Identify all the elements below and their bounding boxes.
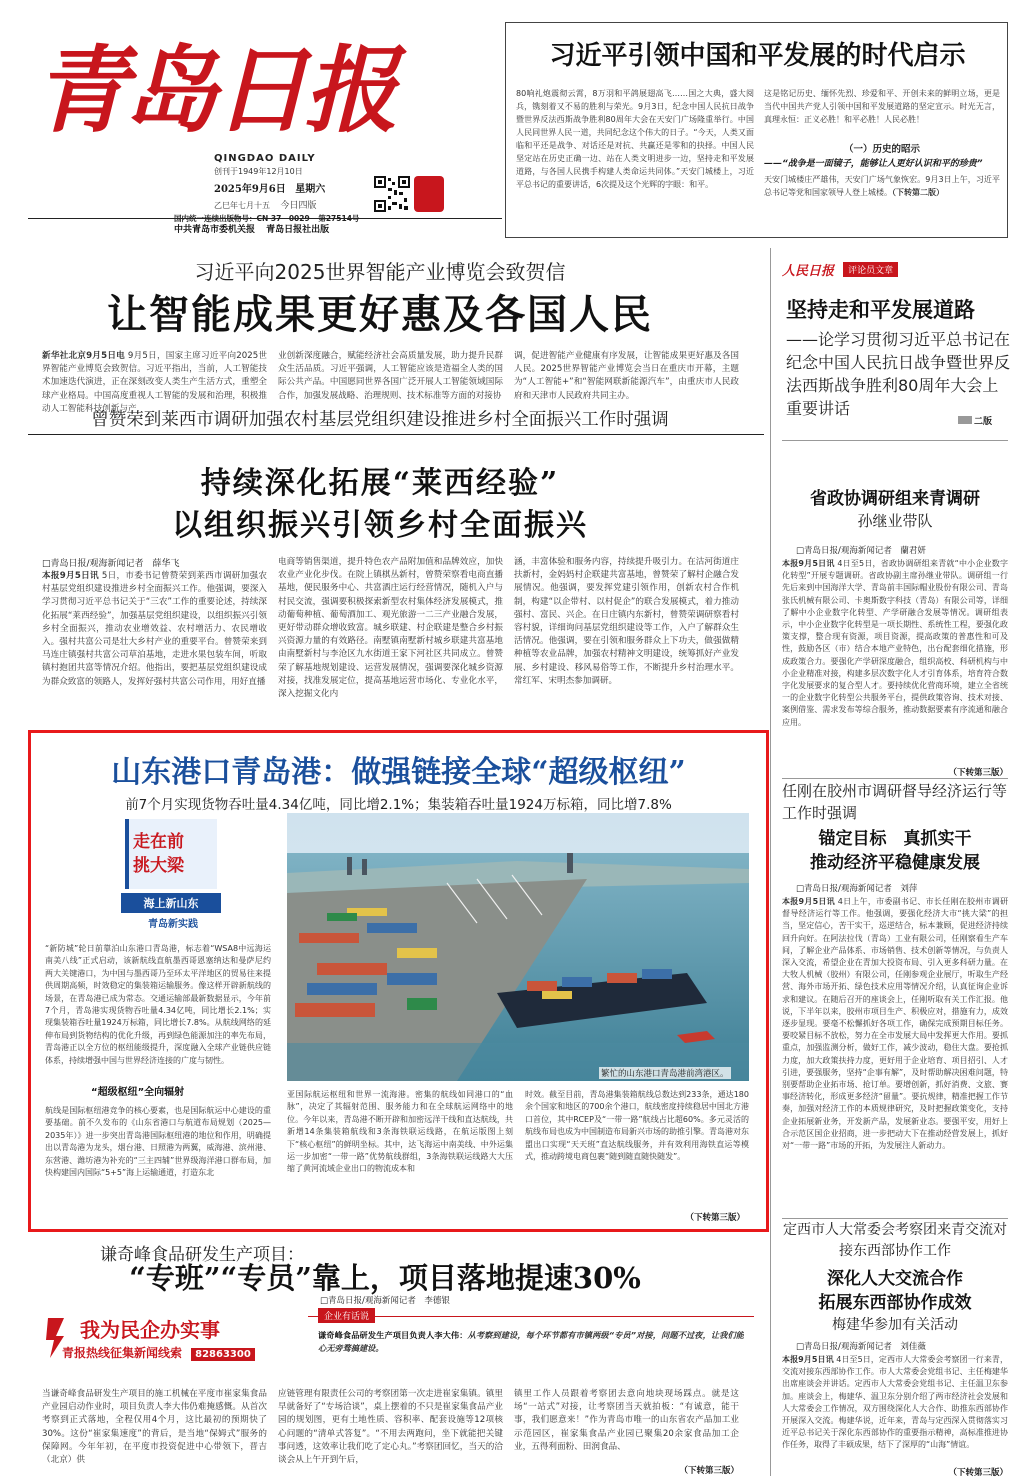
feature-badge-line3: 海上新山东 (121, 893, 221, 913)
sidebar2-lead: 本报9月5日讯 (782, 559, 835, 568)
feature-continue[interactable]: （下转第三版） (685, 1213, 745, 1223)
sidebar4-kicker: 定西市人大常委会考察团来青交流对接东西部协作工作 (783, 1222, 1007, 1259)
story3-rule (28, 434, 764, 435)
sidebar4-body (782, 1354, 1008, 1464)
sidebar4-lead: 本报9月5日讯 (782, 1355, 834, 1364)
story4-kicker: 谦奇峰食品研发生产项目： (100, 1245, 304, 1265)
story2-kicker: 习近平向2025世界智能产业博览会致贺信 (194, 260, 566, 284)
promo-subtitle-row (62, 1342, 255, 1361)
masthead-lunar-row (214, 198, 317, 211)
masthead-publisher: 青岛日报社出版 (266, 225, 330, 235)
masthead-english: QINGDAO DAILY (214, 153, 316, 164)
story3-byline: □青岛日报/观海新闻记者 薛华飞 (42, 559, 180, 569)
top-story-col2b (764, 173, 1000, 199)
promo-phone[interactable]: 82863300 (191, 1348, 255, 1361)
sidebar1-tag: 评论员文章 (843, 262, 898, 277)
feature-col1a: “新防城”轮日前靠泊山东港口青岛港，标志着“WSA8中远海运南美八线”正式启动，该新航线直航墨西哥恩塞纳达和曼萨尼约两大关键港口，为中国与墨西哥乃至环太平洋地区的贸易往来提供周期高频，时效稳定的集装箱运输服务。像这样开辟新航线的场景，在青岛港已成为常态。交通运输部最新数据显示，今年前7个月，青岛港实现货物吞吐量4.34亿吨，同比增长2.1%；实现集装箱吞吐量1924万标箱，同比增长7.8%。从航线网络的延伸布局到货物结构的优化升级，再到绿色能源加注的率先布局，青岛港正以全方位的枢纽能级提升，深度融入全球产业链供应链体系，持续增强中国与世界经济连接的广度与韧性。 (45, 944, 271, 1065)
promo-block (44, 1312, 274, 1370)
feature-subtitle: 前7个月实现货物吞吐量4.34亿吨，同比增2.1%；集装箱吞吐量1924万标箱，同比增7.8% (125, 797, 672, 813)
sidebar3-title1[interactable]: 锚定目标 真抓实干 (818, 829, 972, 849)
feature-col2: 亚国际航运枢纽和世界一流海港。密集的航线如同港口的“血脉”，决定了其辐射范围、服务能力和在全球航运网络中的地位。今年以来，青岛港不断开辟和加密远洋干线和直达航线，共新增14条集装箱航线和3条海铁联运线路，在航运版图上刻下“核心枢纽”的鲜明坐标。其中，达飞海运中南美线、中外运集运一步加密“一带一路”优势航线群组，3条海铁联运线路大大压缩了黄河流域企业出口的物流成本和 (287, 1090, 513, 1174)
masthead-founded: 创刊于1949年12月10日 (214, 167, 303, 176)
quote-box-text (318, 1329, 744, 1355)
top-story-col2 (764, 87, 1000, 233)
sidebar4-subtitle: 梅建华参加有关活动 (832, 1317, 958, 1333)
quote-box (308, 1312, 754, 1362)
sidebar2 (782, 480, 1014, 776)
story2-col1-text: 9月5日，国家主席习近平向2025世界智能产业博览会致贺信。习近平指出，当前，人工智能技术加速迭代演进，正在深刻改变人类生产生活方式，重塑全球产业格局。中国高度重视人工智能的发展和治理，积极推动人工智能科技创新与产 (42, 351, 267, 414)
story4-byline: □青岛日报/观海新闻记者 李德银 (320, 1296, 450, 1306)
sidebar3-body (782, 896, 1008, 1210)
masthead-bottom-row (174, 222, 329, 235)
feature-subhead: “超级枢纽”全向辐射 (91, 1087, 185, 1098)
promo-title: 我为民企办实事 (80, 1318, 220, 1342)
feature-badge-line4: 青岛新实践 (148, 919, 198, 930)
sidebar1 (782, 256, 1014, 432)
feature-badge-line2: 挑大梁 (133, 856, 184, 876)
story2-col3: 调，促进智能产业健康有序发展，让智能成果更好惠及各国人民。2025世界智能产业博览会当日在重庆市开幕，主题为“人工智能+”和“智能网联新能源汽车”，由重庆市人民政府和天津市人民政府共同主办。 (514, 351, 739, 401)
story2-col1-lead: 新华社北京9月5日电 (42, 351, 125, 361)
column-divider (770, 248, 771, 1476)
masthead-org: 中共青岛市委机关报 (174, 225, 256, 235)
sidebar3-text: 4日上午，市委副书记、市长任刚在胶州市调研督导经济运行等工作。他强调，要强化经济大市“挑大梁”的担当，坚定信心，苦干实干，巡逆结合，标本兼顾，促进经济持续回升向好。在阿法拉伐（青岛）工业有限公司，任刚察看生产车间，了解企业产品体系、市场销售、技术创新等情况，与负责人深入交流，希望企业在青加大投资布局、引入更多科研力量。在大牧人机械（胶州）有限公司，任刚参观企业展厅，听取生产经营、海外市场开拓、绿色技术应用等情况介绍，认真征询企业诉求和建议。在随后召开的座谈会上，任刚听取有关工作汇报。他说，下半年以来，胶州市项目生产、积极应对，措施有力，成效逐步显现。要毫不松懈抓好各项工作，确保完成预期目标任务。要咬紧目标不放松，努力在全市发展大局中发挥更大作用。要抓重点，加强监测分析，做好工作，减少波动，稳住大盘。要抢抓力度，加大政策扶持力度，更好用于企业培育、项目招引、人才引进，要强服务，坚持“企事有解”，及时帮助解决困难问题，特别要帮助企业拓市场、抢订单。要增创新，抓好消费、文旅、赛事经济转化，形成更多经济“留量”。要抗规律，精准把握工作节奏，加强对经济工作的本质规律研究，及时把握政策变化，支持企业拓展新业务，开发新产品，发展新业态。要强平安，用好上合示范区国企业招商，进一步把动大下在推动经营发展上，抓好对“一带一路”市场的开拓，为发展注人新动力。 (782, 897, 1008, 1151)
sidebar1-page (958, 414, 992, 427)
story3-col1-text: 5日，市委书记曾赞荣到莱西市调研加强农村基层党组织建设推进乡村全面振兴工作。他强调，要深入学习贯彻习近平总书记关于“三农”工作的重要论述，持续深化拓展“莱西经验”，加强基层党组织建设，以组织振兴引领乡村全面振兴，推动农业增效益、农村增活力、农民增收入。强村共富公司是壮大乡村产业的重要平台。曾赞荣来到马连庄镇强村共富公司草泊基地，走进水果包装车间，听取镇村抱团共富等情况介绍。他指出，要把基层党组织建设成为群众致富的领路人，发挥好强村共富公司作用，用好直播 (42, 571, 267, 687)
story3-kicker: 曾赞荣到莱西市调研加强农村基层党组织建设推进乡村全面振兴工作时强调 (91, 410, 669, 430)
top-story-title[interactable]: 习近平引领中国和平发展的时代启示 (549, 41, 966, 71)
sidebar2-continue[interactable]: （下转第三版） (948, 768, 1008, 778)
story3-title1[interactable]: 持续深化拓展“莱西经验” (200, 466, 560, 501)
promo-subtitle: 青报热线征集新闻线索 (62, 1346, 183, 1360)
top-story-col2a: 这是铭记历史、缅怀先烈、珍爱和平、开创未来的鲜明立场，更是当代中国共产党人引领中国和平发展道路的坚定宣示。时光无言，真理永恒：正义必胜！和平必胜！人民必胜！ (764, 89, 1000, 124)
feature-col3: 时效。截至目前，青岛港集装箱航线总数达到233条，通达180余个国家和地区的700余个港口，航线密度持续稳居中国北方港口首位，其中RCEP及“一带一路”航线占比超60%。多元灵活的航线布局也成为中国制造布局新兴市场的助推引擎。青岛港对东盟出口实现“天天班”直达航线服务，并有效利用海铁直运等模式，推动跨境电商包裹“随到随直随快随发”。 (525, 1090, 749, 1162)
masthead-lunar: 乙巳年七月十五 (214, 201, 270, 210)
story3-col3: 涵，丰富体验和服务内容，持续提升吸引力。在沽河街道庄扶新村，金妈妈村企联建共富基地，曾赞荣了解村企融合发展情况。他强调，要发挥党建引领作用，创新农村合作机制，构建“以企带村、以村促企”的联合发展模式，着力推动强村、富民、兴企。在日庄镇内东新村，曾赞荣调研察看村容村貌，详细询问基层党组织建设等工作，入户了解群众生活情况。他强调，要在引领和服务群众上下功夫，做强做精种植等农业品牌，加强农村精神文明建设，统筹抓好产业发展、乡村建设、移风易俗等工作，不断提升乡村治理水平。常红军、宋明杰参加调研。 (514, 557, 739, 686)
masthead (28, 18, 498, 238)
sidebar4 (782, 1220, 1014, 1478)
sidebar3-lead: 本报9月5日讯 (782, 897, 835, 906)
app-icon (414, 176, 444, 212)
feature-title[interactable]: 山东港口青岛港：做强链接全球“超级枢纽” (111, 755, 686, 790)
sidebar4-continue[interactable]: （下转第三版） (948, 1468, 1008, 1478)
sidebar4-title1[interactable]: 深化人大交流合作 (827, 1269, 963, 1289)
story4-col1: 当谦奇峰食品研发生产项目的施工机械在平度市崔家集食品产业园启动作业时，项目负责人李大伟仍难掩感慨。从首次考察到正式落地，全程仅用4个月，这比最初的预期快了30%。这份“崔家集速度”的背后，是当地“保姆式”服务的保障网。今年年初，在平度市投资促进中心带领下，晋吉（北京）供 (42, 1389, 267, 1466)
sidebar3-byline: □青岛日报/观海新闻记者 刘萍 (796, 884, 918, 894)
port-photo-caption: 繁忙的山东港口青岛港前湾港区。 (601, 1069, 729, 1079)
sidebar-divider-3 (782, 1218, 1008, 1219)
sidebar3-kicker: 任刚在胶州市调研督导经济运行等工作时强调 (782, 782, 1008, 822)
story4-title[interactable]: “专班”“专员”靠上，项目落地提速30% (129, 1261, 641, 1295)
sidebar2-subtitle: 孙继业带队 (857, 512, 933, 530)
sidebar4-byline: □青岛日报/观海新闻记者 刘佳薇 (796, 1342, 926, 1352)
story3-col2: 电商等销售渠道，提升特色农产品附加值和品牌效应，加快农业产业化步伐。在院上镇棋丛新村，曾赞荣察看电商直播基地，便民服务中心、共富酒庄运行经营情况，随机入户与村民交流，强调要积极探索新型农村集体经济发展模式，推动葡萄种植、葡萄酒加工、观光旅游一二三产业融合发展，更好带动群众增收致富。城乡联建、村企联建是整合乡村振兴资源力量的有效路径。南墅镇南墅新村城乡联建共富基地由南墅新村与李沧区九水街道王家下河社区共同成立。曾赞荣了解基地规划建设、运营发展情况，强调要深化城乡资源对接，找准发展定位，提高基地运营市场化、专业化水平，深入挖掘文化内 (278, 557, 503, 700)
sidebar-divider-2 (782, 778, 1008, 779)
sidebar3 (782, 780, 1014, 1212)
story2-title[interactable]: 让智能成果更好惠及各国人民 (107, 291, 653, 338)
story4-continue[interactable]: （下转第三版） (679, 1466, 739, 1476)
top-story-subhead: （一）历史的昭示 (843, 144, 920, 155)
masthead-rule (28, 218, 502, 219)
story4-col2: 应链管理有限责任公司的考察团第一次走进崔家集镇。镇里早就备好了“专场洽谈”，桌上摆着的不只是崔家集食品产业园的规划图，更有土地性质、容积率、配套设施等12项核心问题的“清单式答复”。“不用去两跑问，坐下就能把关键事问透，这效率让我们吃了定心丸。”考察团回忆，当天的洽谈会从上午开到午后， (278, 1389, 503, 1466)
feature-box (28, 730, 769, 1232)
masthead-logo: 青岛日报 (34, 36, 395, 146)
sidebar4-text: 4日至5日，定西市人大常委会考察团一行来青，交流对接东西部协作工作。市人大常委会党组书记、主任梅建华出席座谈会并讲话。定西市人大常委会党组书记、主任温卫东参加。座谈会上，梅建华、温卫东分别介绍了两市经济社会发展和人大常委会工作情况，双方围绕深化人大合作、助推东西部协作开展深入交流。梅建华说，近年来，青岛与定西深入贯彻落实习近平总书记关于深化东西部协作的重要指示精神，高标准推进协作任务，取得了丰硕成果，结下了深厚的“山海”情谊。 (782, 1355, 1008, 1450)
masthead-date: 2025年9月6日 (214, 184, 286, 195)
story3-col1-lead: 本报9月5日讯 (42, 571, 99, 581)
top-story-continue[interactable]: （下转第二版） (892, 188, 944, 197)
sidebar1-title[interactable]: 坚持走和平发展道路 (786, 297, 975, 322)
masthead-pages: 今日四版 (280, 201, 317, 211)
sidebar2-body (782, 558, 1008, 768)
sidebar2-text: 4日至5日，省政协调研组来青就“中小企业数字化转型”开展专题调研。省政协副主席孙继业带队。调研组一行先后来到中国海洋大学、青岛前丰国际帽业股份有限公司、青岛张氏机械有限公司、卡奥斯数字科技（青岛）有限公司等，详细了解中小企业数字化转型、产学研融合发展等情况。调研组表示，中小企业数字化转型是一项长期性、系统性工程，要强化政策支撑，整合现有资源，项目资源，提高政策的普惠性和可及性，鼓励各区（市）结合本地产业特色，出台配套细化措施，形成政策合力。要强化产学研深度融合，组织高校、科研机构与中小企业精准对接，构建多层次数字化人才引育体系，培育符合数字化发展要求的复合型人才。要持续优化营商环境，建立全省统一的企业数字化转型公共服务平台，提供政策咨询、技术对接、案例借鉴、需求发布等综合服务，推动数据要素有序流通和融合应用。 (782, 559, 1008, 727)
top-story-quote: ——“战争是一面镜子，能够让人更好认识和平的珍贵” (764, 159, 983, 169)
sidebar1-page-icon (958, 416, 972, 424)
masthead-date-row (214, 180, 325, 195)
sidebar1-header (782, 260, 898, 279)
feature-col1b: 航线是国际枢纽港竞争的核心要素，也是国际航运中心建设的重要基础。前不久发布的《山东省港口与航道布局规划（2025—2035年）》进一步突出青岛港国际枢纽港的地位和作用，明确提出以青岛港为龙头，烟台港、日照港为两翼，威海港、滨州港、东营港、潍坊港为补充的“三主四辅”世界级海洋港口群布局，加快构建国内国际“5+5”海上运输通道，打造东北 (45, 1106, 271, 1178)
story4-col3: 镇里工作人员跟着考察团去意向地块现场踩点。就是这场“一站式”对接，让考察团当天就拍板：“有诚意，能干事，我们愿意来！”作为青岛市唯一的山东省农产品加工业示范园区，崔家集食品产业园已聚集20余家食品加工企业，五得利面粉、田润食品、 (514, 1389, 739, 1452)
sidebar-divider (782, 440, 1008, 441)
sidebar4-title2[interactable]: 拓展东西部协作成效 (818, 1293, 972, 1313)
quote-box-tag: 企业有话说 (318, 1308, 375, 1323)
masthead-weekday: 星期六 (295, 184, 326, 195)
top-story-col1: 80响礼炮震彻云霄，8万羽和平鸽展翅高飞……国之大典，盛大阅兵，镌刻着又不易的胜利与荣光。9月3日，纪念中国人民抗日战争暨世界反法西斯战争胜利80周年大会在天安门广场隆重举行。中国人民同世界人民一道，共同纪念这个伟大的日子。“今天，人类又面临和平还是战争、对话还是对抗、共赢还是零和的抉择。中国人民坚定站在历史正确一边、站在人类文明进步一边，坚持走和平发展道路，与各国人民携手构建人类命运共同体。”天安门城楼上，习近平总书记的重要讲话，6次提及这个光辉的字眼：和平。 (516, 89, 754, 189)
qr-code-icon (374, 176, 410, 212)
sidebar1-brand: 人民日报 (782, 264, 835, 279)
port-photo (287, 813, 749, 1081)
story2-col2: 业创新深度融合，赋能经济社会高质量发展，助力提升民群众生活品质。习近平强调，人工智能应该是造福全人类的国际公共产品。中国愿同世界各国广泛开展人工智能领域国际合作，加强发展战略、治理规则、技术标准等方面的对接协 (278, 351, 503, 401)
quote-box-quote: 从考察到建设，每个环节都有市镇两级“专员”对接，问题不过夜，让我们能心无旁骛搞建设。 (318, 1330, 744, 1353)
feature-badge-line1: 走在前 (133, 832, 184, 852)
top-story-col2b-text: 天安门城楼庄严雄伟，天安门广场气象恢宏。9月3日上午，习近平总书记等党和国家领导人登上城楼。 (764, 175, 1000, 197)
sidebar2-byline: □青岛日报/观海新闻记者 蘭君妍 (796, 546, 926, 556)
top-story (505, 22, 1008, 238)
sidebar1-subtitle: ——论学习贯彻习近平总书记在纪念中国人民抗日战争暨世界反法西斯战争胜利80周年大会上重要讲话 (786, 330, 1011, 418)
sidebar2-title[interactable]: 省政协调研组来青调研 (810, 489, 980, 509)
sidebar3-title2[interactable]: 推动经济平稳健康发展 (810, 853, 980, 873)
sidebar1-page-label: 二版 (974, 417, 993, 427)
story3-title2[interactable]: 以组织振兴引领乡村全面振兴 (172, 508, 588, 543)
feature-badge (113, 819, 223, 937)
quote-box-speaker: 谦奇峰食品研发生产项目负责人李大伟： (318, 1330, 468, 1340)
story3-col1 (42, 570, 267, 730)
